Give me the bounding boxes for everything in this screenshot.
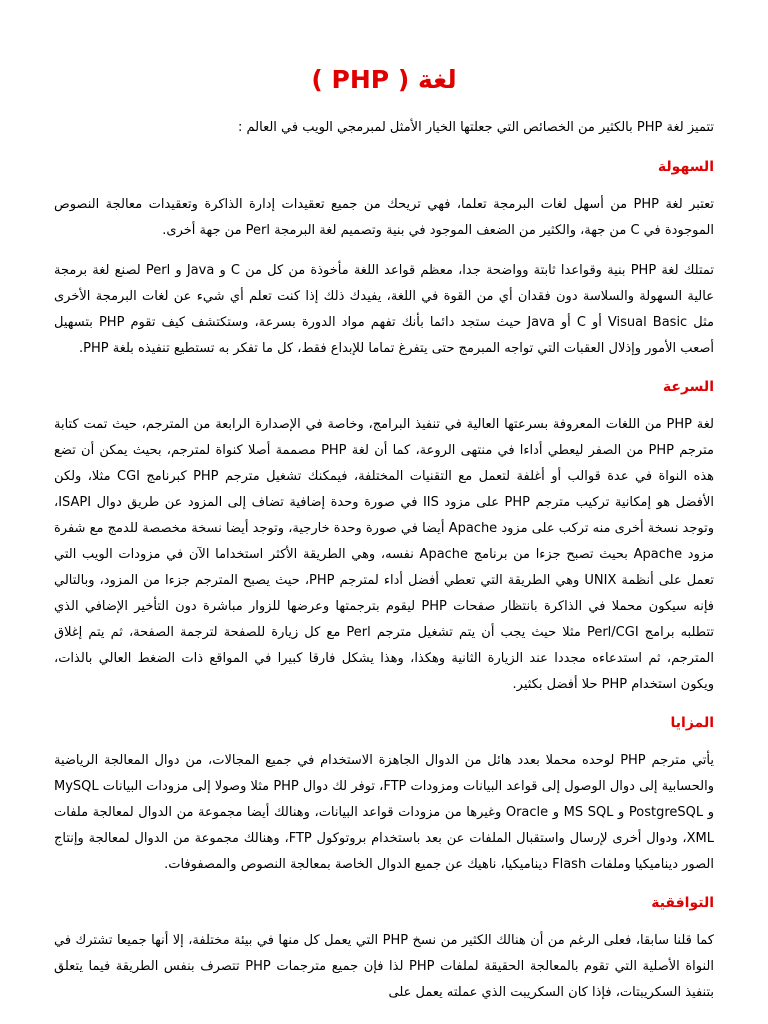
intro-paragraph: تتميز لغة PHP بالكثير من الخصائص التي جعلتها الخيار الأمثل لمبرمجي الويب في العالم :: [237, 120, 714, 135]
section-heading-compatibility: التوافقية: [651, 895, 714, 911]
section-heading-ease: السهولة: [657, 159, 714, 175]
compatibility-paragraph: كما قلنا سابقا، فعلى الرغم من أن هنالك الكثير من نسخ PHP التي يعمل كل منها في بيئة مختلفة، إلا أنها جميعا تشترك في النواة الأصلية التي تقوم بالمعالجة الحقيقة لملفات PHP لذا فإن جميع مترجمات PHP تتصرف بنفس الطريقة فيما يتعلق بتنفيذ السكريبتات، فإذا كان السكريبت الذي عملته يعمل على: [54, 933, 715, 1000]
features-paragraph: يأتي مترجم PHP لوحده محملا بعدد هائل من الدوال الجاهزة الاستخدام في جميع المجالات، من دوال المعالجة الرياضية والحسابية إلى دوال الوصول إلى قواعد البيانات ومزودات FTP، توفر لك دوال PHP مثلا وصولا إلى مزودات البيانات MySQL و PostgreSQL و MS SQL و Oracle وغيرها من مزودات قواعد البيانات، وهنالك أيضا مجموعة من الدوال لمعالجة ملفات XML، ودوال أخرى لإرسال واستقبال الملفات عن بعد باستخدام بروتوكول FTP، وهنالك مجموعة من الدوال لمعالجة وإنتاج الصور ديناميكيا وملفات Flash ديناميكيا، ناهيك عن جميع الدوال الخاصة بمعالجة النصوص والمصفوفات.: [54, 753, 715, 872]
page-title: لغة ( PHP ): [311, 65, 457, 94]
ease-paragraph-1: تعتبر لغة PHP من أسهل لغات البرمجة تعلما، فهي تريحك من جميع تعقيدات إدارة الذاكرة وتعقيدات معالجة النصوص الموجودة في C من جهة، والكثير من الضعف الموجود في بنية وتصميم لغة البرمجة Perl من جهة أخرى.: [54, 197, 715, 238]
section-heading-features: المزايا: [670, 715, 714, 731]
ease-paragraph-2: تمتلك لغة PHP بنية وقواعدا ثابتة وواضحة جدا، معظم قواعد اللغة مأخوذة من كل من C و Java و Perl لصنع لغة برمجة عالية السهولة والسلاسة دون فقدان أي من القوة في اللغة، يفيدك ذلك إذا كنت تعلم أي شيء عن لغات البرمجة الأخرى مثل Visual Basic أو C أو Java حيث ستجد دائما بأنك تفهم مواد الدورة بسرعة، وستكتشف كيف تقوم PHP بتسهيل أصعب الأمور وإذلال العقبات التي تواجه المبرمج حتى يتفرغ تماما للإبداع فقط، كل ما تفكر به تستطيع تنفيذه بلغة PHP.: [54, 263, 715, 356]
speed-paragraph: لغة PHP من اللغات المعروفة بسرعتها العالية في تنفيذ البرامج، وخاصة في الإصدارة الرابعة من المترجم، حيث تمت كتابة مترجم PHP من الصفر ليعطي أداءا في منتهى الروعة، كما أن لغة PHP مصممة أصلا كنواة لمترجم، بحيث يمكن أن تضع هذه النواة في عدة قوالب أو أغلفة لتعمل مع التقنيات المختلفة، فيمكنك تشغيل مترجم PHP كبرنامج CGI مثلا، ولكن الأفضل هو إمكانية تركيب مترجم PHP على مزود IIS في صورة وحدة إضافية تضاف إلى المزود عن طريق دوال ISAPI، وتوجد نسخة أخرى منه تركب على مزود Apache أيضا في صورة وحدة خارجية، وتوجد أيضا نسخة مخصصة للدمج مع شفرة مزود Apache بحيث تصبح جزءا من برنامج Apache نفسه، وهي الطريقة الأكثر استخداما الآن في مزودات الويب التي تعمل على أنظمة UNIX وهي الطريقة التي تعطي أفضل أداء لمترجم PHP، حيث يصبح المترجم جزءا من المزود، وبالتالي فإنه سيكون محملا في الذاكرة بانتظار صفحات PHP ليقوم بترجمتها وعرضها للزوار مباشرة دون التأخير الإضافي الذي تتطلبه برامج Perl/CGI مثلا حيث يجب أن يتم تشغيل مترجم Perl مع كل زيارة للصفحة لترجمة الصفحة، ثم يتم إغلاق المترجم، ثم استدعاءه مجددا عند الزيارة الثانية وهكذا، وهذا يشكل فارقا كبيرا في المواقع ذات الضغط العالي بالذات، ويكون استخدام PHP حلا أفضل بكثير.: [54, 417, 715, 692]
document-page: [54, 60, 714, 1020]
section-heading-speed: السرعة: [662, 379, 714, 395]
